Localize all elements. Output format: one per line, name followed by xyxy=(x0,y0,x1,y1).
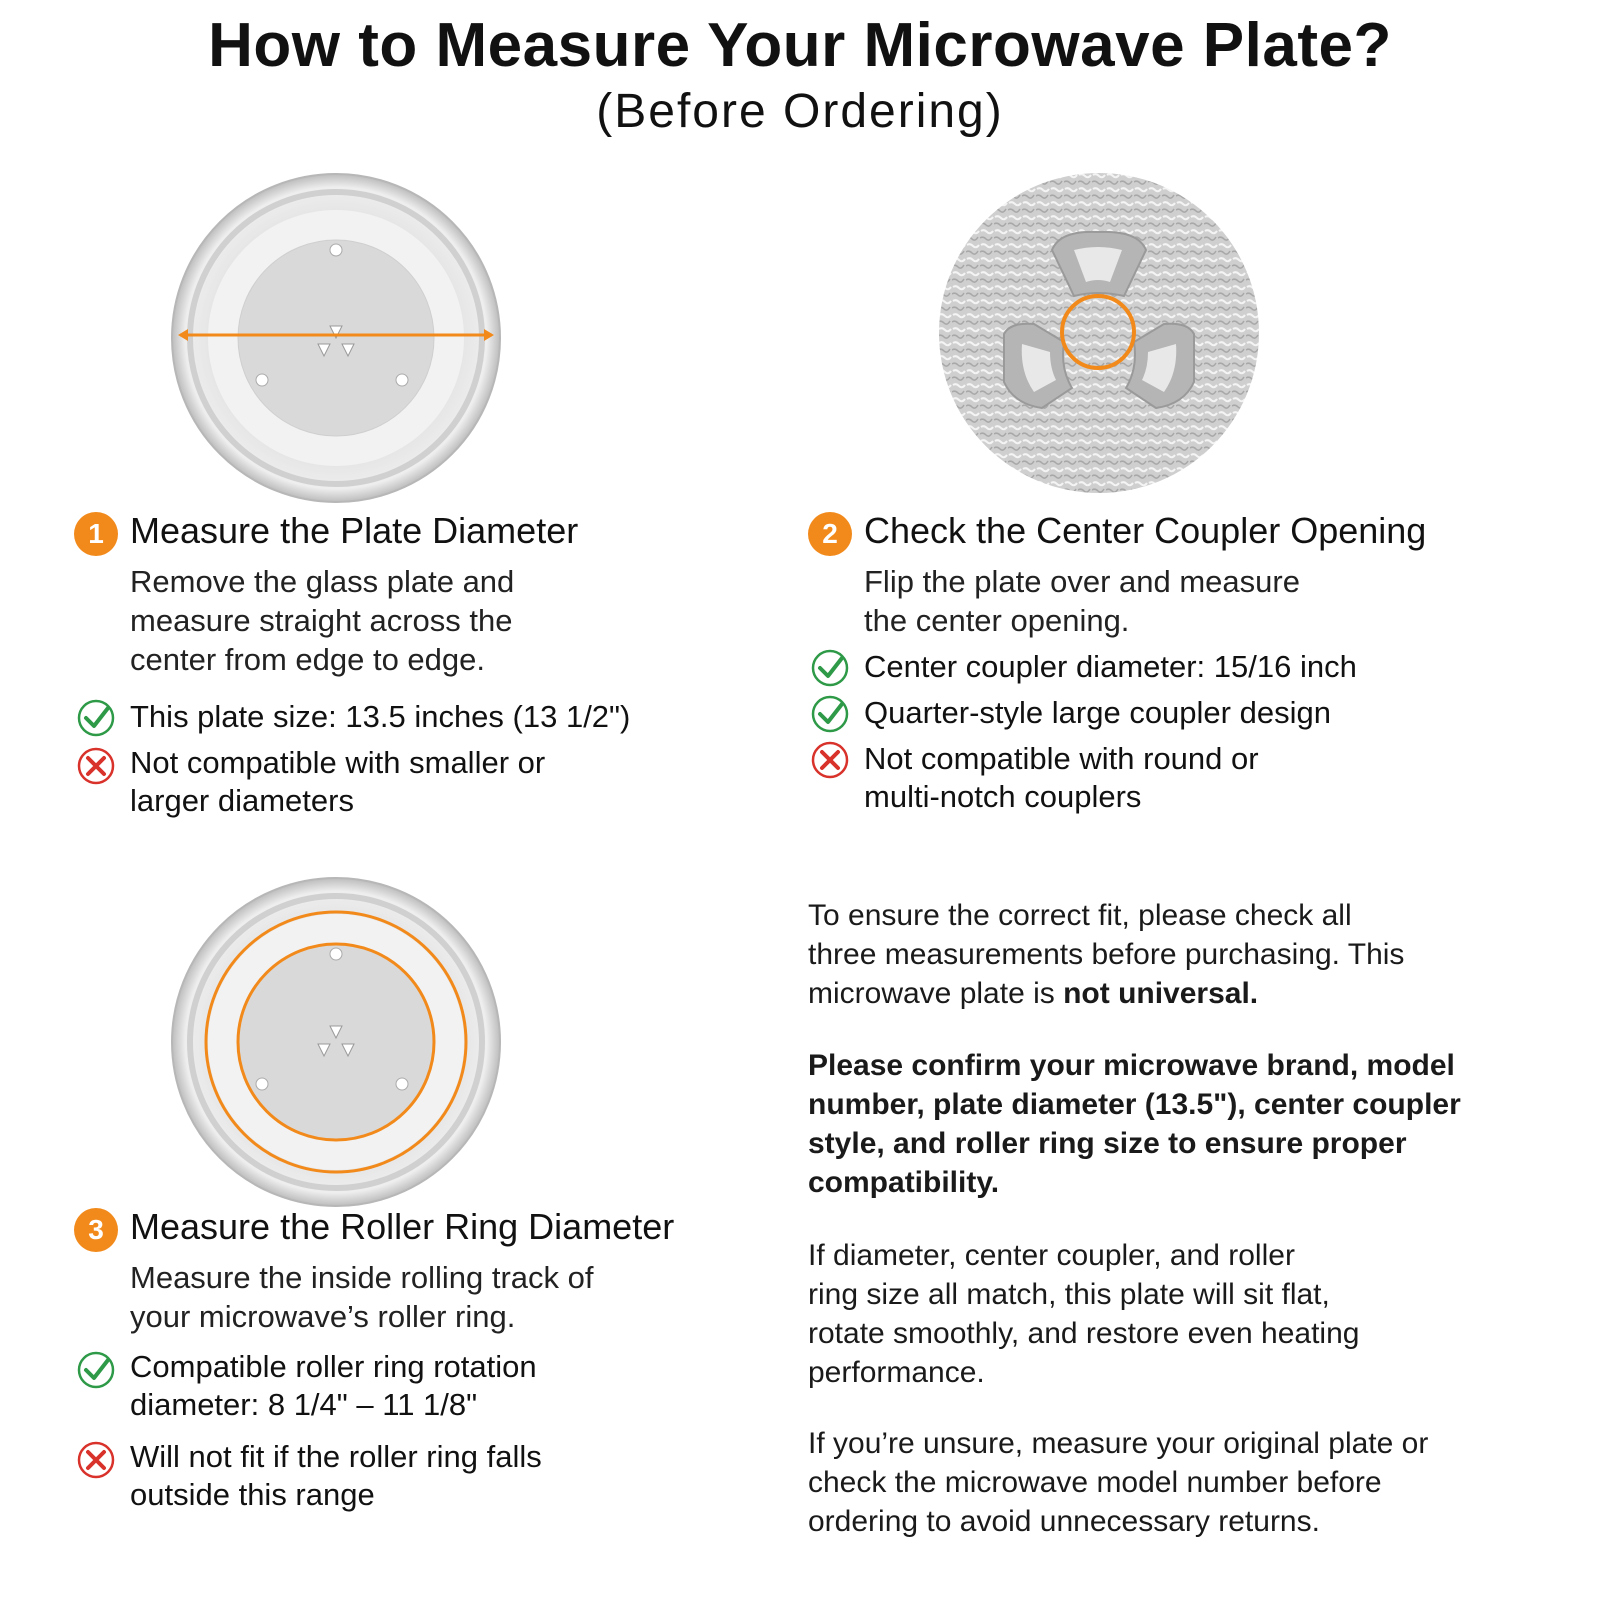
cross-icon xyxy=(810,740,850,780)
step-1-description: Remove the glass plate and measure straight across the center from edge to edge. xyxy=(130,564,515,677)
coupler-closeup-image xyxy=(938,172,1260,494)
plate-diameter-image xyxy=(170,172,502,504)
step-2-bullet-style: Quarter-style large coupler design xyxy=(864,695,1331,730)
step-1-bullet-incompatible: Not compatible with smaller or larger diameters xyxy=(130,745,546,818)
step-2-badge: 2 xyxy=(808,512,852,556)
check-icon xyxy=(76,1350,116,1390)
info-paragraph-match: If diameter, center coupler, and roller ring size all match, this plate will sit flat, rotate smoothly, and restore even heating performance. xyxy=(808,1239,1360,1389)
step-3-bullet-incompatible: Will not fit if the roller ring falls outside this range xyxy=(130,1439,542,1512)
check-icon xyxy=(810,694,850,734)
step-3-bullet-range: Compatible roller ring rotation diameter: 8 1/4" – 11 1/8" xyxy=(130,1349,537,1422)
step-1-title: Measure the Plate Diameter xyxy=(130,510,579,551)
step-2-bullet-incompatible: Not compatible with round or multi-notch couplers xyxy=(864,741,1259,814)
cross-icon xyxy=(76,746,116,786)
roller-ring-image xyxy=(170,876,502,1208)
step-3-description: Measure the inside rolling track of your microwave’s roller ring. xyxy=(130,1260,594,1334)
step-1-bullet-size: This plate size: 13.5 inches (13 1/2") xyxy=(130,699,631,734)
info-paragraph-confirm: Please confirm your microwave brand, model number, plate diameter (13.5"), center coupler style, and roller ring size to ensure proper compatibility. xyxy=(808,1049,1461,1199)
page-title: How to Measure Your Microwave Plate? xyxy=(208,11,1392,80)
step-2-title: Check the Center Coupler Opening xyxy=(864,510,1427,551)
check-icon xyxy=(810,648,850,688)
step-2-description: Flip the plate over and measure the center opening. xyxy=(864,564,1300,638)
info-paragraph-fit: To ensure the correct fit, please check all three measurements before purchasing. This microwave plate is not universal. xyxy=(808,899,1405,1010)
info-paragraph-unsure: If you’re unsure, measure your original plate or check the microwave model number before ordering to avoid unnecessary returns. xyxy=(808,1427,1429,1538)
step-3-badge: 3 xyxy=(74,1208,118,1252)
step-3-title: Measure the Roller Ring Diameter xyxy=(130,1206,675,1247)
step-1-badge: 1 xyxy=(74,512,118,556)
cross-icon xyxy=(76,1440,116,1480)
step-2-bullet-diameter: Center coupler diameter: 15/16 inch xyxy=(864,649,1357,684)
check-icon xyxy=(76,698,116,738)
page-subtitle: (Before Ordering) xyxy=(596,85,1004,138)
